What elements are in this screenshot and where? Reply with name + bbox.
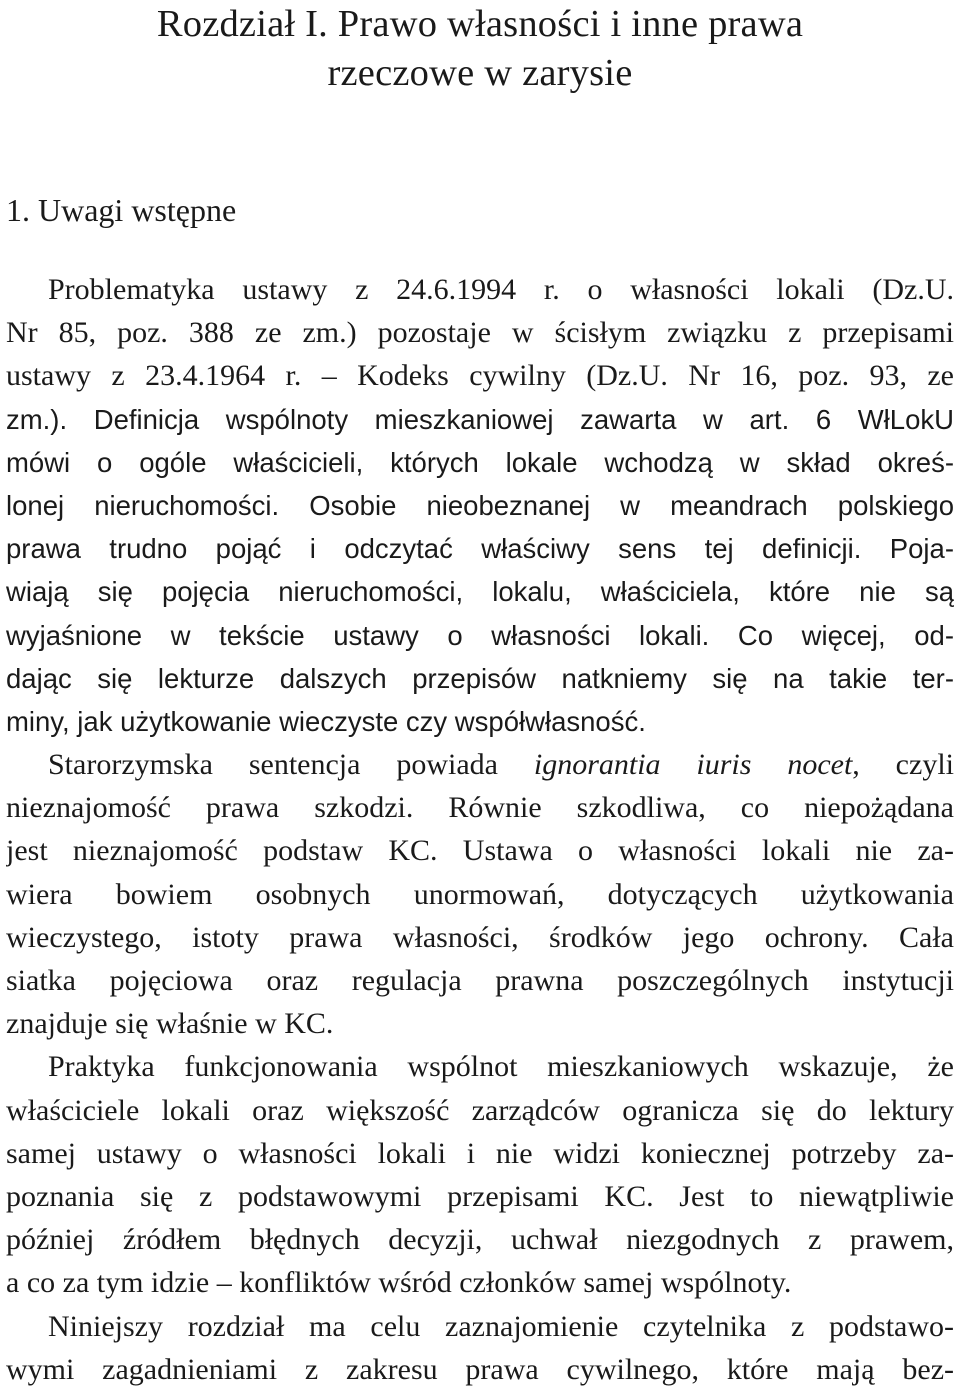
text-line: właściciele lokali oraz większość zarządców ogranicza się do lektury bbox=[6, 1093, 954, 1127]
chapter-title-line-1: Rozdział I. Prawo własności i inne prawa bbox=[156, 3, 804, 45]
text-line: siatka pojęciowa oraz regulacja prawna poszczególnych instytucji bbox=[6, 964, 954, 997]
text-line: później źródłem błędnych decyzji, uchwał niezgodnych z prawem, bbox=[6, 1223, 954, 1257]
text-line: lonej nieruchomości. Osobie nieobeznanej w meandrach polskiego bbox=[6, 489, 954, 521]
body-text bbox=[6, 268, 954, 1391]
text-line: jest nieznajomość podstaw KC. Ustawa o własności lokali nie za- bbox=[6, 834, 954, 868]
text-line: Nr 85, poz. 388 ze zm.) pozostaje w ścisłym związku z przepisami bbox=[6, 316, 954, 350]
text-line: wymi zagadnieniami z zakresu prawa cywilnego, które mają bez- bbox=[6, 1352, 954, 1386]
text-segment: Starorzymska sentencja powiada bbox=[48, 748, 498, 782]
document-page bbox=[6, 0, 954, 1386]
text-line: wiają się pojęcia nieruchomości, lokalu, właściciela, które nie są bbox=[6, 576, 954, 608]
text-line: ustawy z 23.4.1964 r. – Kodeks cywilny (Dz.U. Nr 16, poz. 93, ze bbox=[6, 359, 954, 393]
text-line: mówi o ogóle właścicieli, których lokale wchodzą w skład okreś- bbox=[6, 446, 954, 478]
text-line: znajduje się właśnie w KC. bbox=[6, 1007, 334, 1041]
latin-phrase: ignorantia iuris nocet bbox=[533, 748, 853, 782]
text-line: dając się lekturze dalszych przepisów natkniemy się na takie ter- bbox=[6, 662, 954, 694]
text-line: Problematyka ustawy z 24.6.1994 r. o własności lokali (Dz.U. bbox=[48, 273, 954, 306]
text-line: miny, jak użytkowanie wieczyste czy współwłasność. bbox=[6, 705, 646, 737]
text-line: wyjaśnione w tekście ustawy o własności lokali. Co więcej, od- bbox=[6, 619, 954, 651]
text-line: prawa trudno pojąć i odczytać właściwy sens tej definicji. Poja- bbox=[6, 533, 954, 565]
text-line: a co za tym idzie – konfliktów wśród członków samej wspólnoty. bbox=[6, 1266, 792, 1300]
text-line: nieznajomość prawa szkodzi. Równie szkodliwa, co niepożądana bbox=[6, 791, 954, 825]
text-line: wiera bowiem osobnych unormowań, dotyczących użytkowania bbox=[6, 877, 954, 911]
text-line bbox=[6, 743, 954, 786]
text-line: zm.). Definicja wspólnoty mieszkaniowej zawarta w art. 6 WłLokU bbox=[6, 403, 954, 435]
text-line: samej ustawy o własności lokali i nie widzi koniecznej potrzeby za- bbox=[6, 1136, 954, 1170]
text-line: poznania się z podstawowymi przepisami KC. Jest to niewątpliwie bbox=[6, 1179, 954, 1213]
text-line: wieczystego, istoty prawa własności, środków jego ochrony. Cała bbox=[6, 920, 954, 954]
chapter-title bbox=[6, 0, 954, 98]
text-segment: , czyli bbox=[852, 748, 954, 782]
section-heading: 1. Uwagi wstępne bbox=[6, 192, 237, 228]
chapter-title-line-2: rzeczowe w zarysie bbox=[327, 52, 633, 94]
text-line: Niniejszy rozdział ma celu zaznajomienie czytelnika z podstawo- bbox=[48, 1309, 954, 1343]
text-line: Praktyka funkcjonowania wspólnot mieszkaniowych wskazuje, że bbox=[48, 1050, 954, 1084]
